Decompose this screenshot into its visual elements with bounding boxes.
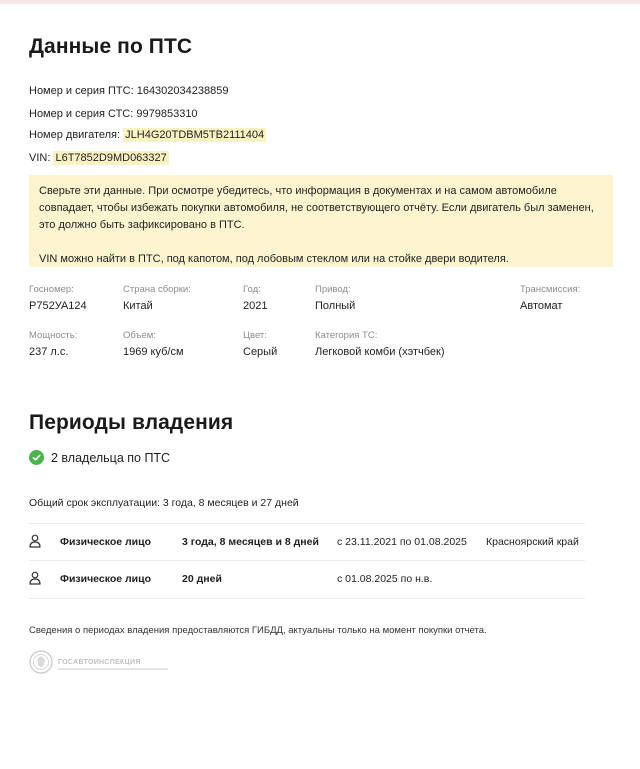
source-footnote: Сведения о периодах владения предоставляются ГИБДД, актуальны только на момент покупки отчета. [29, 625, 487, 636]
gibdd-subtitle-line [58, 668, 168, 670]
pts-number-label: Номер и серия ПТС: [29, 85, 134, 97]
owner-dates: с 23.11.2021 по 01.08.2025 [337, 536, 467, 548]
gibdd-emblem-icon [29, 650, 53, 679]
pts-number-value: 164302034238859 [136, 85, 229, 97]
top-strip [0, 0, 640, 4]
owners-count [29, 450, 170, 465]
year-label: Год: [243, 284, 261, 295]
vin-label: VIN: [29, 152, 51, 164]
sts-number-label: Номер и серия СТС: [29, 108, 134, 120]
owners-count-text: 2 владельца по ПТС [51, 450, 171, 465]
owner-type: Физическое лицо [60, 536, 152, 548]
transmission-label: Трансмиссия: [520, 284, 581, 295]
check-circle-icon [29, 450, 44, 465]
owner-dates: с 01.08.2025 по н.в. [337, 573, 433, 585]
gibdd-logo [29, 650, 168, 679]
pts-section-title: Данные по ПТС [29, 35, 193, 58]
engine-number-value: JLH4G20TDBM5TB2111404 [125, 129, 265, 141]
owner-row [29, 523, 585, 561]
owner-type: Физическое лицо [60, 573, 152, 585]
volume-value: 1969 куб/см [123, 346, 184, 358]
total-usage-period: Общий срок эксплуатации: 3 года, 8 месяцев и 27 дней [29, 497, 299, 509]
year-value: 2021 [243, 300, 268, 312]
sts-number-row [29, 108, 198, 120]
category-label: Категория ТС: [315, 330, 378, 341]
transmission-value: Автомат [520, 300, 563, 312]
vin-location-hint: VIN можно найти в ПТС, под капотом, под лобовым стеклом или на стойке двери водителя. [39, 253, 509, 265]
country-label: Страна сборки: [123, 284, 191, 295]
owner-duration: 20 дней [182, 573, 222, 585]
plate-value: Р752УА124 [29, 300, 87, 312]
notice-text: Сверьте эти данные. При осмотре убедитесь, что информация в документах и на самом автомобиле совпадает, чтобы избежать покупки автомобиля, не соответствующего отчёту. Если двигатель был заменен, это должно быть зафиксировано в ПТС. [39, 185, 594, 231]
vin-row [29, 152, 169, 164]
drive-label: Привод: [315, 284, 351, 295]
person-icon [29, 571, 41, 588]
engine-number-row [29, 129, 266, 141]
owner-duration: 3 года, 8 месяцев и 8 дней [182, 536, 319, 548]
engine-number-label: Номер двигателя: [29, 129, 121, 141]
power-value: 237 л.с. [29, 346, 69, 358]
gibdd-name: ГОСАВТОИНСПЕКЦИЯ [58, 659, 141, 666]
owner-region: Красноярский край [486, 536, 579, 548]
volume-label: Объем: [123, 330, 156, 341]
power-label: Мощность: [29, 330, 78, 341]
person-icon [29, 534, 41, 551]
verification-notice [29, 175, 613, 267]
country-value: Китай [123, 300, 153, 312]
vin-value: L6T7852D9MD063327 [55, 152, 167, 164]
color-value: Серый [243, 346, 278, 358]
owner-row [29, 560, 585, 599]
drive-value: Полный [315, 300, 356, 312]
plate-label: Госномер: [29, 284, 74, 295]
pts-number-row [29, 85, 228, 97]
category-value: Легковой комби (хэтчбек) [315, 346, 445, 358]
ownership-section-title: Периоды владения [29, 411, 234, 434]
color-label: Цвет: [243, 330, 267, 341]
sts-number-value: 9979853310 [136, 108, 198, 120]
